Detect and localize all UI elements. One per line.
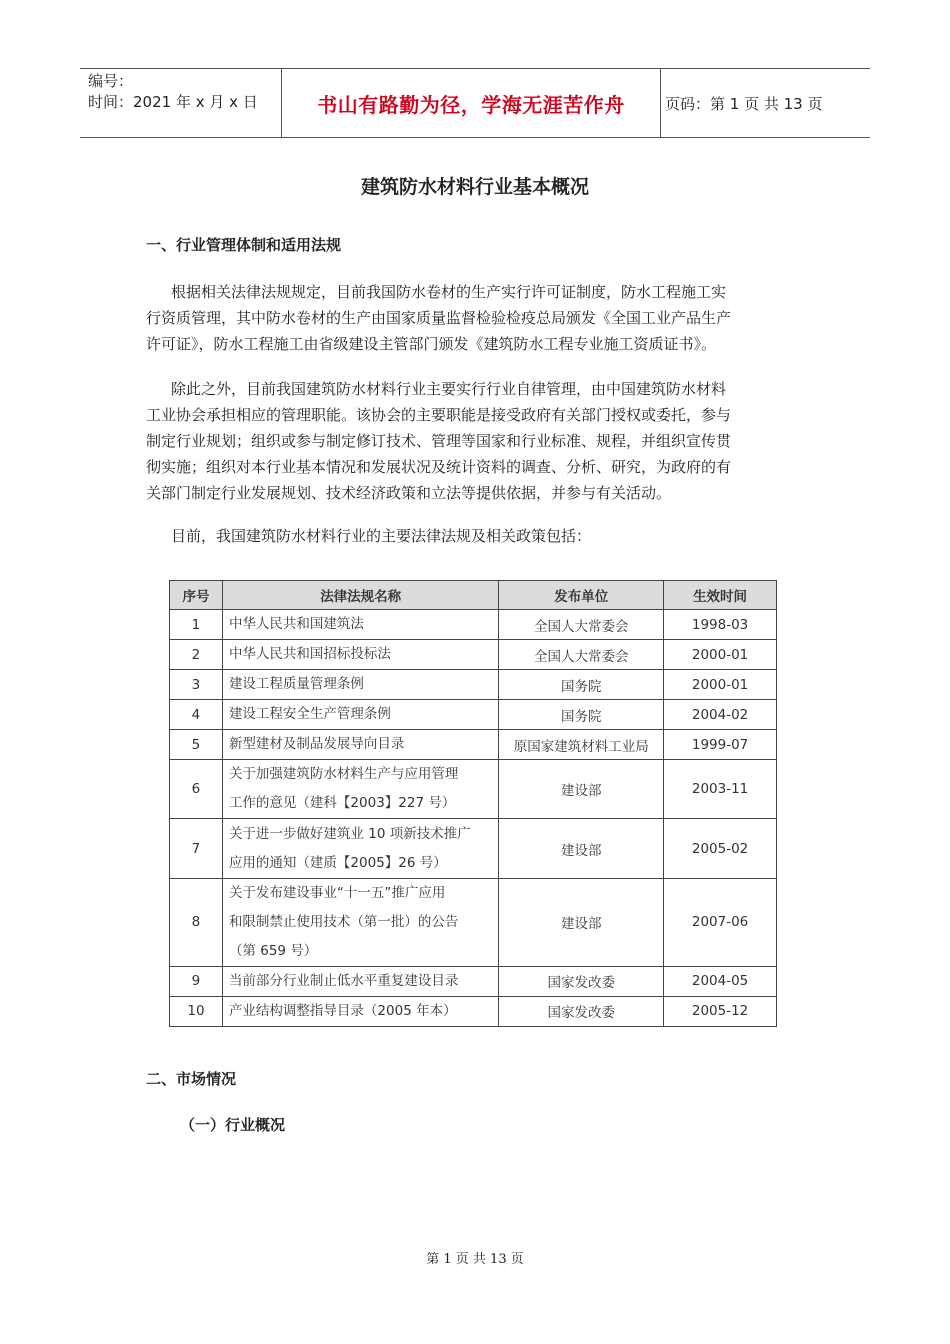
cell-name — [222, 700, 499, 730]
col-header-date: 生效时间 — [664, 581, 777, 610]
col-header-no: 序号 — [170, 581, 223, 610]
cell-name-line: 建设工程安全生产管理条例 — [228, 706, 391, 723]
table-row — [170, 996, 777, 1026]
cell-no: 10 — [170, 996, 223, 1026]
cell-name — [222, 966, 499, 996]
cell-name-line: 工作的意见（建科【2003】227 号） — [228, 795, 456, 812]
cell-no: 4 — [170, 700, 223, 730]
table-row — [170, 610, 777, 640]
cell-name — [222, 730, 499, 760]
cell-date: 1998-03 — [664, 610, 777, 640]
page-footer: 第 1 页 共 13 页 — [426, 1252, 524, 1267]
cell-name-line: 新型建材及制品发展导向目录 — [228, 736, 405, 753]
cell-date: 2004-02 — [664, 700, 777, 730]
cell-name — [222, 878, 499, 966]
law-table — [169, 580, 777, 1027]
cell-name — [222, 670, 499, 700]
cell-no: 3 — [170, 670, 223, 700]
cell-issuer: 国家发改委 — [499, 996, 664, 1026]
paragraph-line: 彻实施；组织对本行业基本情况和发展状况及统计资料的调查、分析、研究，为政府的有 — [146, 458, 732, 476]
cell-no: 6 — [170, 760, 223, 819]
cell-no: 9 — [170, 966, 223, 996]
table-row — [170, 760, 777, 819]
cell-no: 1 — [170, 610, 223, 640]
cell-issuer: 全国人大常委会 — [499, 610, 664, 640]
cell-name — [222, 996, 499, 1026]
table-row — [170, 670, 777, 700]
paragraph-3: 目前，我国建筑防水材料行业的主要法律法规及相关政策包括： — [171, 527, 592, 545]
page-header — [80, 68, 870, 138]
time-label: 时间：2021 年 x 月 x 日 — [88, 93, 258, 111]
cell-name-line: 建设工程质量管理条例 — [228, 676, 364, 693]
cell-issuer: 全国人大常委会 — [499, 640, 664, 670]
cell-issuer: 建设部 — [499, 878, 664, 966]
cell-no: 7 — [170, 819, 223, 878]
cell-name — [222, 610, 499, 640]
col-header-issuer: 发布单位 — [499, 581, 664, 610]
cell-issuer: 建设部 — [499, 760, 664, 819]
cell-no: 8 — [170, 878, 223, 966]
cell-date: 2005-12 — [664, 996, 777, 1026]
paragraph-line: 制定行业规划；组织或参与制定修订技术、管理等国家和行业标准、规程，并组织宣传贯 — [146, 432, 732, 450]
paragraph-1 — [146, 279, 801, 357]
table-row — [170, 819, 777, 878]
header-meta — [80, 69, 288, 137]
section2-heading: 二、市场情况 — [146, 1070, 237, 1088]
table-row — [170, 730, 777, 760]
cell-name-line: 关于发布建设事业“十一五”推广应用 — [228, 884, 446, 901]
cell-date: 2000-01 — [664, 670, 777, 700]
cell-issuer: 原国家建筑材料工业局 — [499, 730, 664, 760]
cell-issuer: 国务院 — [499, 700, 664, 730]
law-table-header-row — [170, 581, 777, 610]
cell-name-line: 应用的通知（建质【2005】26 号） — [228, 854, 447, 871]
cell-no: 5 — [170, 730, 223, 760]
table-row — [170, 640, 777, 670]
paragraph-line: 除此之外，目前我国建筑防水材料行业主要实行行业自律管理，由中国建筑防水材料 — [171, 380, 727, 398]
cell-name — [222, 760, 499, 819]
cell-name-line: 关于加强建筑防水材料生产与应用管理 — [228, 766, 459, 783]
table-row — [170, 700, 777, 730]
cell-name-line: 中华人民共和国招标投标法 — [228, 646, 391, 663]
cell-issuer: 国家发改委 — [499, 966, 664, 996]
cell-name-line: 当前部分行业制止低水平重复建设目录 — [228, 972, 459, 989]
cell-name — [222, 819, 499, 878]
header-motto: 书山有路勤为径，学海无涯苦作舟 — [281, 69, 661, 137]
cell-name — [222, 640, 499, 670]
cell-no: 2 — [170, 640, 223, 670]
cell-issuer: 国务院 — [499, 670, 664, 700]
number-label: 编号： — [88, 72, 134, 90]
paragraph-2 — [146, 376, 801, 506]
paragraph-line: 根据相关法律法规规定，目前我国防水卷材的生产实行许可证制度，防水工程施工实 — [171, 283, 727, 301]
law-table-figure — [169, 580, 777, 1027]
document-title: 建筑防水材料行业基本概况 — [360, 176, 589, 198]
cell-date: 1999-07 — [664, 730, 777, 760]
cell-name-line: 中华人民共和国建筑法 — [228, 616, 364, 633]
cell-date: 2005-02 — [664, 819, 777, 878]
paragraph-line: 许可证》，防水工程施工由省级建设主管部门颁发《建筑防水工程专业施工资质证书》。 — [146, 335, 717, 353]
cell-date: 2003-11 — [664, 760, 777, 819]
cell-name-line: （第 659 号） — [228, 942, 318, 959]
cell-date: 2000-01 — [664, 640, 777, 670]
subsection1-heading: （一）行业概况 — [180, 1116, 286, 1134]
cell-issuer: 建设部 — [499, 819, 664, 878]
paragraph-line: 工业协会承担相应的管理职能。该协会的主要职能是接受政府有关部门授权或委托，参与 — [146, 406, 732, 424]
paragraph-line: 关部门制定行业发展规划、技术经济政策和立法等提供依据，并参与有关活动。 — [146, 484, 672, 502]
section1-heading: 一、行业管理体制和适用法规 — [146, 236, 342, 254]
header-page-info: 页码：第 1 页 共 13 页 — [665, 94, 823, 113]
col-header-name: 法律法规名称 — [222, 581, 499, 610]
cell-date: 2007-06 — [664, 878, 777, 966]
cell-name-line: 关于进一步做好建筑业 10 项新技术推广 — [228, 825, 471, 842]
paragraph-line: 行资质管理，其中防水卷材的生产由国家质量监督检验检疫总局颁发《全国工业产品生产 — [146, 309, 732, 327]
cell-name-line: 和限制禁止使用技术（第一批）的公告 — [228, 913, 459, 930]
table-row — [170, 966, 777, 996]
cell-date: 2004-05 — [664, 966, 777, 996]
cell-name-line: 产业结构调整指导目录（2005 年本） — [228, 1002, 457, 1019]
table-row — [170, 878, 777, 966]
